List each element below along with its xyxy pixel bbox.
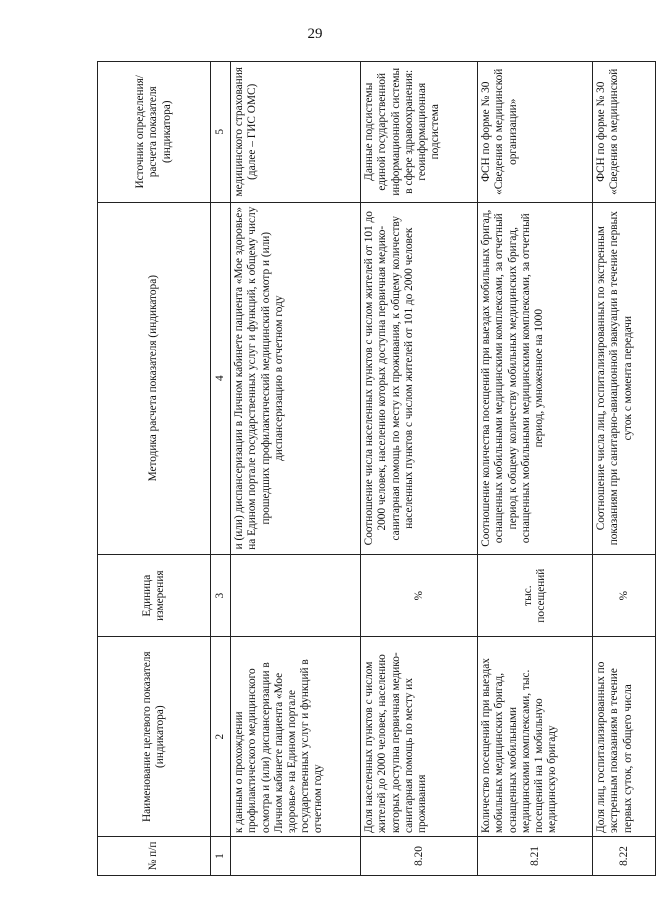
- row-num: 8.20: [361, 836, 478, 875]
- row-name: Доля лиц, госпитализированных по экстренным показаниям в течение первых суток, от общего числа: [593, 637, 656, 837]
- table-row: [361, 62, 478, 876]
- table-row: [231, 62, 361, 876]
- row-method: Соотношение числа лиц, госпитализированных по экстренным показаниям при санитарно-авиационной эвакуации в течение первых суток с момента передачи: [593, 202, 656, 554]
- row-name: Доля населенных пунктов с числом жителей до 2000 человек, населению которых доступна первичная медико-санитарная помощь по месту их проживания: [361, 637, 478, 837]
- header-method: Методика расчета показателя (индикатора): [98, 202, 211, 554]
- column-number: 1: [211, 836, 231, 875]
- row-num: [231, 836, 361, 875]
- column-number: 5: [211, 62, 231, 203]
- row-source: Данные подсистемы единой государственной информационной системы в сфере здравоохранения: геоинформационная подсистема: [361, 62, 478, 203]
- row-method: и (или) диспансеризации в Личном кабинете пациента «Мое здоровье» на Едином портале государственных услуг и функций, к общему числу прошедших профилактический медицинский осмотр и (или) диспансеризацию в отчетном году: [231, 202, 361, 554]
- column-number: 3: [211, 554, 231, 637]
- page-number: 29: [307, 26, 323, 42]
- header-num: № п/п: [98, 836, 211, 875]
- header-source: Источник определения/ расчета показателя (индикатора): [98, 62, 211, 203]
- column-number-row: [211, 62, 231, 876]
- row-name: Количество посещений при выездах мобильных медицинских бригад, оснащенных мобильными медицинскими комплексами, тыс. посещений на 1 мобильную медицинскую бригаду: [478, 637, 593, 837]
- table-row: [478, 62, 593, 876]
- row-method: Соотношение количества посещений при выездах мобильных бригад, оснащенных мобильными медицинскими комплексами, за отчетный период к общему количеству мобильных медицинских бригад, оснащенных мобильными медицинскими комплексами, за отчетный период, умноженное на 1000: [478, 202, 593, 554]
- column-number: 2: [211, 637, 231, 837]
- row-source: медицинского страхования (далее – ГИС ОМС): [231, 62, 361, 203]
- indicators-table: [97, 61, 656, 876]
- row-num: 8.21: [478, 836, 593, 875]
- column-number: 4: [211, 202, 231, 554]
- header-name: Наименование целевого показателя (индикатора): [98, 637, 211, 837]
- row-unit: %: [593, 554, 656, 637]
- row-unit: тыс. посещений: [478, 554, 593, 637]
- row-num: 8.22: [593, 836, 656, 875]
- table-row: [593, 62, 656, 876]
- row-source: ФСН по форме № 30 «Сведения о медицинской организации»: [478, 62, 593, 203]
- rotated-table-container: [97, 61, 634, 876]
- row-method: Соотношение числа населенных пунктов с числом жителей от 101 до 2000 человек, населению которых доступна первичная медико-санитарная помощь по месту их проживания, к общему количеству населенных пунктов с числом жителей от 101 до 2000 человек: [361, 202, 478, 554]
- row-unit: %: [361, 554, 478, 637]
- row-unit: [231, 554, 361, 637]
- row-source: ФСН по форме № 30 «Сведения о медицинской: [593, 62, 656, 203]
- header-unit: Единица измерения: [98, 554, 211, 637]
- row-name: к данным о прохождении профилактического медицинского осмотра и (или) диспансеризации в Личном кабинете пациента «Мое здоровье» на Едином портале государственных услуг и функций в отчетном году: [231, 637, 361, 837]
- table-header-row: [98, 62, 211, 876]
